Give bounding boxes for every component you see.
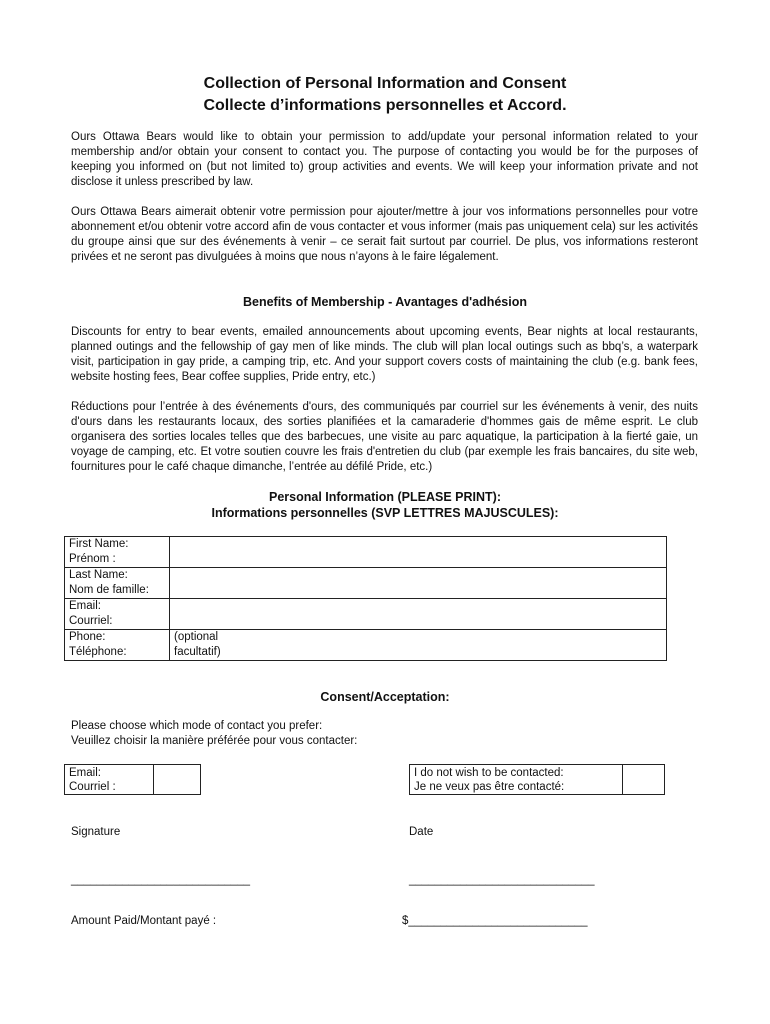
title-french: Collecte d’informations personnelles et Accord.: [203, 97, 567, 114]
no-contact-option-label: I do not wish to be contacted: Je ne veux pas être contacté:: [414, 767, 565, 793]
first-name-field[interactable]: [170, 537, 667, 568]
date-label: Date: [409, 826, 434, 838]
amount-paid-line[interactable]: $____________________________: [402, 915, 588, 927]
last-name-label: Last Name: Nom de famille:: [65, 568, 170, 599]
table-row: [65, 537, 667, 568]
table-row: [65, 630, 667, 661]
no-contact-option-checkbox[interactable]: [622, 764, 665, 795]
phone-field[interactable]: (optional facultatif): [170, 630, 667, 661]
last-name-field[interactable]: [170, 568, 667, 599]
signature-label: Signature: [71, 826, 121, 838]
email-field[interactable]: [170, 599, 667, 630]
title-english: Collection of Personal Information and Consent: [203, 75, 567, 92]
email-contact-option: [64, 764, 201, 795]
intro-french-paragraph: Ours Ottawa Bears aimerait obtenir votre permission pour ajouter/mettre à jour vos informations personnelles pour votre abonnement et/ou obtenir votre accord afin de vous contacter et vous informer (mais pas uniquement cela) sur les activités du groupe ainsi que sur des événements à venir – ce serait fait surtout par courriel. De plus, vos informations resteront privées et ne seront pas divulguées à moins que nous n’ayons à le faire légalement.: [71, 206, 698, 263]
phone-label: Phone: Téléphone:: [65, 630, 170, 661]
date-line[interactable]: _____________________________: [409, 874, 595, 886]
email-option-label: Email: Courriel :: [69, 767, 116, 793]
table-row: [65, 599, 667, 630]
amount-paid-label: Amount Paid/Montant payé :: [71, 915, 217, 927]
no-contact-option: [409, 764, 665, 795]
email-label: Email: Courriel:: [65, 599, 170, 630]
benefits-heading: Benefits of Membership - Avantages d'adhésion: [242, 295, 528, 309]
first-name-label: First Name: Prénom :: [65, 537, 170, 568]
personal-info-heading-french: Informations personnelles (SVP LETTRES MAJUSCULES):: [211, 506, 559, 520]
personal-info-heading-english: Personal Information (PLEASE PRINT):: [269, 490, 501, 504]
benefits-english-paragraph: Discounts for entry to bear events, emailed announcements about upcoming events, Bear nights at local restaurants, planned outings and the fellowship of gay men of like minds. The club will plan local outings such as bbq’s, a waterpark visit, participation in gay pride, a camping trip, etc. And your support covers costs of maintaining the club (e.g. bank fees, website hosting fees, Bear coffee supplies, Pride entry, etc.): [71, 326, 698, 383]
benefits-french-paragraph: Réductions pour l’entrée à des événements d'ours, des communiqués par courriel sur les événements à venir, des nuits d'ours dans les restaurants locaux, des sorties planifiées et la camaraderie d'hommes gais de même esprit. Le club organisera des sorties locales telles que des barbecues, une visite au parc aquatique, la participation à la fierté gaie, un voyage de camping, etc. Et votre soutien couvre les frais d'entretien du club (par exemple les frais bancaires, du site web, fournitures pour le café chaque dimanche, l’entrée au défilé Pride, etc.): [71, 401, 698, 473]
signature-line[interactable]: ____________________________: [71, 874, 251, 886]
intro-english-paragraph: Ours Ottawa Bears would like to obtain your permission to add/update your personal information related to your membership and/or obtain your consent to contact you. The purpose of contacting you would be for the purposes of keeping you informed on (but not limited to) group activities and events. We will keep your information private and not disclose it unless prescribed by law.: [71, 131, 698, 188]
contact-prompt-french: Veuillez choisir la manière préférée pour vous contacter:: [71, 735, 358, 747]
personal-info-table: [64, 536, 667, 661]
contact-prompt-english: Please choose which mode of contact you prefer:: [71, 720, 323, 732]
table-row: [65, 568, 667, 599]
consent-heading: Consent/Acceptation:: [320, 690, 450, 704]
email-option-checkbox[interactable]: [153, 764, 201, 795]
